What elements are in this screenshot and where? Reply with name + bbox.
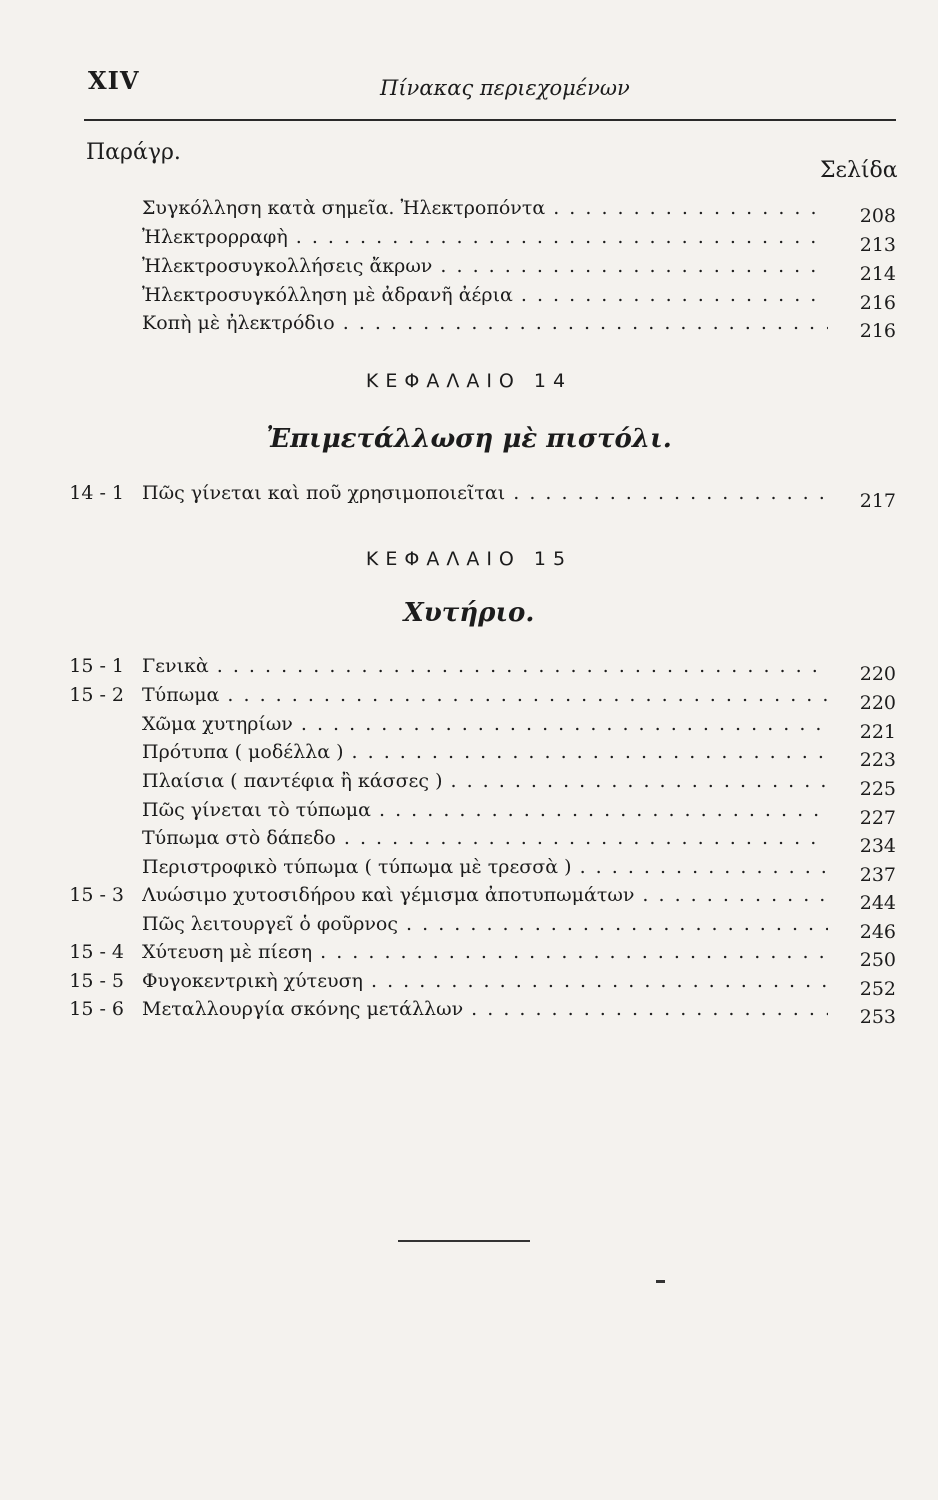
toc-entry-title: Ἠλεκτρορραφὴ . . . — [142, 222, 828, 252]
toc-entry-page: 208 — [859, 205, 896, 227]
toc-entry-title: Πλαίσια ( παντέφια ἢ κάσσες ) . . . — [142, 766, 828, 796]
toc-entry-number: 15 - 2 — [69, 684, 124, 706]
toc-entry-page: 246 — [859, 921, 896, 943]
chapter-15-title: Χυτήριο. — [403, 598, 535, 628]
toc-entry — [60, 193, 898, 227]
toc-entry-title: Τύπωμα στὸ δάπεδο . . . — [142, 823, 828, 853]
running-title: Πίνακας περιεχομένων — [380, 76, 630, 100]
toc-entry-page: 213 — [859, 234, 896, 256]
toc-entry-page: 225 — [859, 778, 896, 800]
toc-entry-page: 216 — [859, 320, 896, 342]
end-dash — [656, 1280, 665, 1283]
toc-entry-title: Γενικὰ . . . — [142, 651, 828, 681]
toc-entry-page: 214 — [859, 263, 896, 285]
toc-entry — [60, 680, 898, 714]
toc-entry — [60, 966, 898, 1000]
toc-entry-title: Χύτευση μὲ πίεση . . . — [142, 937, 828, 967]
toc-entry-title: Περιστροφικὸ τύπωμα ( τύπωμα μὲ τρεσσὰ ) . . . — [142, 852, 828, 882]
chapter-15-heading: ΚΕΦΑΛΑΙΟ 15 — [365, 548, 573, 570]
toc-entry-page: 253 — [859, 1006, 896, 1028]
toc-entry — [60, 280, 898, 314]
page-column-label: Σελίδα — [820, 158, 898, 183]
toc-entry-title: Πῶς λειτουργεῖ ὁ φοῦρνος . . . — [142, 909, 828, 939]
toc-entry — [60, 251, 898, 285]
toc-entry — [60, 737, 898, 771]
toc-entry-number: 15 - 1 — [69, 655, 124, 677]
toc-entry-title: Τύπωμα . . . — [142, 680, 828, 710]
toc-entry-title: Ἠλεκτροσυγκολλήσεις ἄκρων . . . — [142, 251, 828, 281]
toc-entry — [60, 478, 898, 512]
toc-entry-number: 15 - 3 — [69, 884, 124, 906]
toc-entry-page: 237 — [859, 864, 896, 886]
toc-entry-page: 220 — [859, 663, 896, 685]
toc-entry-page: 250 — [859, 949, 896, 971]
header-rule — [84, 119, 896, 121]
toc-entry-title: Φυγοκεντρικὴ χύτευση . . . — [142, 966, 828, 996]
toc-entry-number: 15 - 6 — [69, 998, 124, 1020]
toc-entry-number: 15 - 4 — [69, 941, 124, 963]
toc-entry-title: Πῶς γίνεται καὶ ποῦ χρησιμοποιεῖται . . . — [142, 478, 828, 508]
toc-entry-title: Πῶς γίνεται τὸ τύπωμα . . . — [142, 795, 828, 825]
toc-entry-page: 234 — [859, 835, 896, 857]
page-number: XIV — [88, 66, 140, 95]
toc-entry — [60, 852, 898, 886]
toc-entry-title: Χῶμα χυτηρίων . . . — [142, 709, 828, 739]
toc-entry — [60, 766, 898, 800]
end-rule — [398, 1240, 530, 1242]
toc-entry — [60, 880, 898, 914]
toc-entry — [60, 308, 898, 342]
toc-entry — [60, 823, 898, 857]
toc-entry-number: 14 - 1 — [69, 482, 124, 504]
toc-entry-page: 221 — [859, 721, 896, 743]
toc-entry-page: 252 — [859, 978, 896, 1000]
toc-entry-page: 220 — [859, 692, 896, 714]
paragraph-column-label: Παράγρ. — [86, 140, 181, 165]
toc-entry-page: 223 — [859, 749, 896, 771]
toc-entry — [60, 994, 898, 1028]
toc-entry-title: Πρότυπα ( μοδέλλα ) . . . — [142, 737, 828, 767]
toc-entry-page: 216 — [859, 292, 896, 314]
toc-entry-title: Μεταλλουργία σκόνης μετάλλων . . . — [142, 994, 828, 1024]
toc-entry — [60, 651, 898, 685]
toc-entry — [60, 795, 898, 829]
toc-entry — [60, 909, 898, 943]
toc-entry-page: 244 — [859, 892, 896, 914]
toc-entry-title: Λυώσιμο χυτοσιδήρου καὶ γέμισμα ἀποτυπωμάτων . . . — [142, 880, 828, 910]
toc-entry-number: 15 - 5 — [69, 970, 124, 992]
toc-entry — [60, 709, 898, 743]
toc-entry-page: 217 — [859, 490, 896, 512]
toc-entry-page: 227 — [859, 807, 896, 829]
chapter-14-heading: ΚΕΦΑΛΑΙΟ 14 — [365, 370, 573, 392]
toc-entry-title: Ἠλεκτροσυγκόλληση μὲ ἀδρανῆ ἀέρια . . . — [142, 280, 828, 310]
toc-entry — [60, 222, 898, 256]
toc-entry-title: Συγκόλληση κατὰ σημεῖα. Ἠλεκτροπόντα . . . — [142, 193, 828, 223]
toc-entry-title: Κοπὴ μὲ ἠλεκτρόδιο . . . — [142, 308, 828, 338]
chapter-14-title: Ἐπιμετάλλωση μὲ πιστόλι. — [266, 424, 672, 454]
toc-entry — [60, 937, 898, 971]
